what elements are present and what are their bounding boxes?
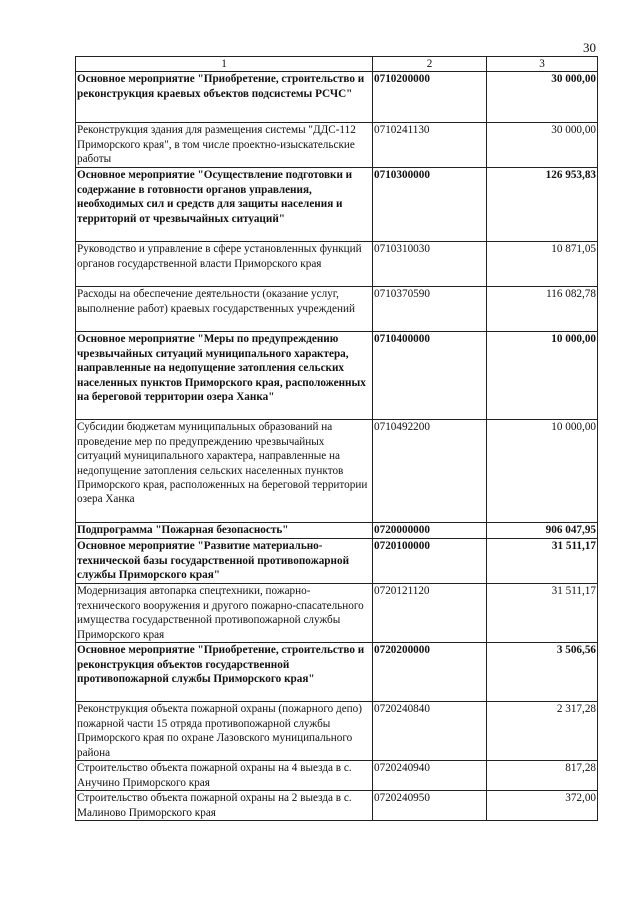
row-amount: 817,28 (487, 761, 598, 791)
row-name: Основное мероприятие "Приобретение, строительство и реконструкция краевых объектов подсистемы РСЧС" (76, 72, 373, 123)
row-name: Подпрограмма "Пожарная безопасность" (76, 523, 373, 539)
row-name: Руководство и управление в сфере установленных функций органов государственной власти Приморского края (76, 242, 373, 287)
row-code: 0710300000 (373, 168, 487, 242)
row-code: 0710370590 (373, 287, 487, 332)
row-code: 0720100000 (373, 539, 487, 584)
row-name: Расходы на обеспечение деятельности (оказание услуг, выполнение работ) краевых государственных учреждений (76, 287, 373, 332)
table-row (76, 643, 598, 702)
table-row (76, 420, 598, 523)
table-row (76, 168, 598, 242)
table-row (76, 584, 598, 643)
table-body (76, 72, 598, 821)
row-amount: 30 000,00 (487, 72, 598, 123)
row-amount: 906 047,95 (487, 523, 598, 539)
row-code: 0710241130 (373, 123, 487, 168)
table-row (76, 761, 598, 791)
header-col-2: 2 (373, 57, 487, 72)
row-amount: 31 511,17 (487, 539, 598, 584)
row-name: Субсидии бюджетам муниципальных образований на проведение мер по предупреждению чрезвычайных ситуаций муниципального характера, направленные на недопущение затопления сельских населенных пунктов Приморского края, расположенных на береговой территории озера Ханка (76, 420, 373, 523)
row-code: 0710310030 (373, 242, 487, 287)
row-amount: 31 511,17 (487, 584, 598, 643)
table-row (76, 332, 598, 420)
row-code: 0720000000 (373, 523, 487, 539)
row-code: 0720240950 (373, 791, 487, 821)
row-amount: 10 871,05 (487, 242, 598, 287)
row-amount: 30 000,00 (487, 123, 598, 168)
row-amount: 10 000,00 (487, 420, 598, 523)
row-name: Реконструкция здания для размещения системы "ДДС-112 Приморского края", в том числе проектно-изыскательские работы (76, 123, 373, 168)
row-name: Реконструкция объекта пожарной охраны (пожарного депо) пожарной части 15 отряда противопожарной службы Приморского края по охране Лазовского муниципального района (76, 702, 373, 761)
row-name: Строительство объекта пожарной охраны на 4 выезда в с. Анучино Приморского края (76, 761, 373, 791)
row-amount: 3 506,56 (487, 643, 598, 702)
row-amount: 372,00 (487, 791, 598, 821)
table-row (76, 791, 598, 821)
table-row (76, 702, 598, 761)
table-header-row (76, 57, 598, 72)
row-code: 0710492200 (373, 420, 487, 523)
row-code: 0720240940 (373, 761, 487, 791)
row-name: Основное мероприятие "Осуществление подготовки и содержание в готовности органов управления, необходимых сил и средств для защиты населения и территорий от чрезвычайных ситуаций" (76, 168, 373, 242)
row-code: 0720121120 (373, 584, 487, 643)
row-name: Основное мероприятие "Меры по предупреждению чрезвычайных ситуаций муниципального характера, направленные на недопущение затопления сельских населенных пунктов Приморского края, расположенных на береговой территории озера Ханка" (76, 332, 373, 420)
header-col-3: 3 (487, 57, 598, 72)
budget-table (75, 56, 598, 821)
table-row (76, 72, 598, 123)
row-name: Основное мероприятие "Приобретение, строительство и реконструкция объектов государственной противопожарной службы Приморского края" (76, 643, 373, 702)
row-name: Основное мероприятие "Развитие материально-технической базы государственной противопожарной службы Приморского края" (76, 539, 373, 584)
row-code: 0720200000 (373, 643, 487, 702)
row-code: 0710400000 (373, 332, 487, 420)
table-row (76, 242, 598, 287)
row-amount: 116 082,78 (487, 287, 598, 332)
page-number: 30 (583, 40, 596, 55)
table-row (76, 539, 598, 584)
table-row (76, 523, 598, 539)
row-amount: 10 000,00 (487, 332, 598, 420)
header-col-1: 1 (76, 57, 373, 72)
row-amount: 126 953,83 (487, 168, 598, 242)
table-row (76, 287, 598, 332)
row-name: Модернизация автопарка спецтехники, пожарно-технического вооружения и другого пожарно-спасательного имущества государственной противопожарной службы Приморского края (76, 584, 373, 643)
table-row (76, 123, 598, 168)
row-amount: 2 317,28 (487, 702, 598, 761)
row-name: Строительство объекта пожарной охраны на 2 выезда в с. Малиново Приморского края (76, 791, 373, 821)
row-code: 0710200000 (373, 72, 487, 123)
row-code: 0720240840 (373, 702, 487, 761)
